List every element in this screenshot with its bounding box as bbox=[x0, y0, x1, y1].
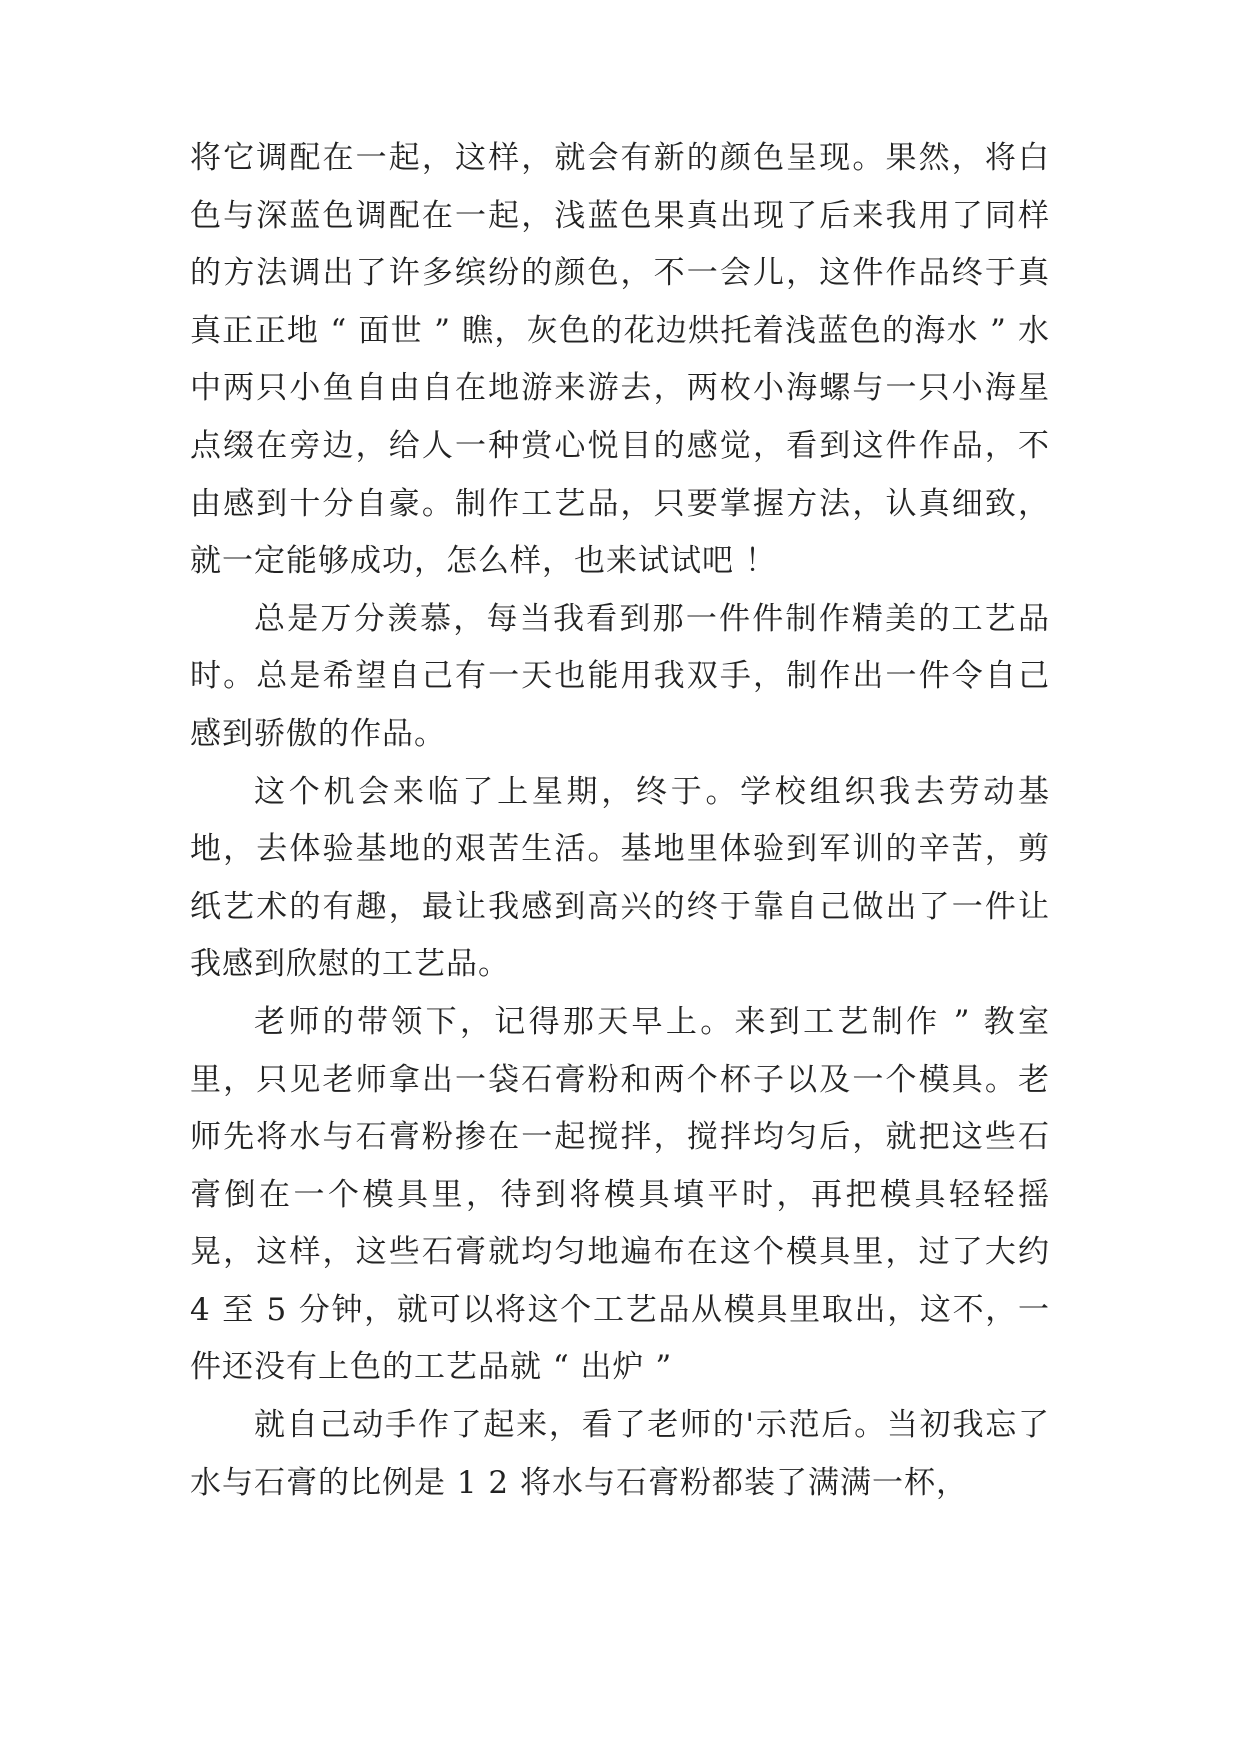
paragraph: 这个机会来临了上星期，终于。学校组织我去劳动基地，去体验基地的艰苦生活。基地里体验到军训的辛苦，剪纸艺术的有趣，最让我感到高兴的终于靠自己做出了一件让我感到欣慰的工艺品。 bbox=[190, 773, 1050, 983]
paragraph-continued: 将它调配在一起，这样，就会有新的颜色呈现。果然，将白色与深蓝色调配在一起，浅蓝色果真出现了后来我用了同样的方法调出了许多缤纷的颜色，不一会儿，这件作品终于真真正正地 “ 面世 ” 瞧，灰色的花边烘托着浅蓝色的海水 ” 水中两只小鱼自由自在地游来游去，两枚小海螺与一只小海星点缀在旁边，给人一种赏心悦目的感觉，看到这件作品，不由感到十分自豪。制作工艺品，只要掌握方法，认真细致，就一定能够成功，怎么样，也来试试吧 ！ bbox=[190, 140, 1050, 580]
paragraph: 老师的带领下，记得那天早上。来到工艺制作 ” 教室里，只见老师拿出一袋石膏粉和两个杯子以及一个模具。老师先将水与石膏粉掺在一起搅拌，搅拌均匀后，就把这些石膏倒在一个模具里，待到将模具填平时，再把模具轻轻摇晃，这样，这些石膏就均匀地遍布在这个模具里，过了大约 4 至 5 分钟，就可以将这个工艺品从模具里取出，这不，一件还没有上色的工艺品就 “ 出炉 ” bbox=[190, 1003, 1050, 1386]
paragraph: 总是万分羡慕，每当我看到那一件件制作精美的工艺品时。总是希望自己有一天也能用我双手，制作出一件令自己感到骄傲的作品。 bbox=[190, 600, 1050, 752]
document-body bbox=[190, 130, 1050, 1512]
paragraph: 就自己动手作了起来，看了老师的'示范后。当初我忘了水与石膏的比例是 1 2 将水与石膏粉都装了满满一杯， bbox=[190, 1407, 1050, 1501]
